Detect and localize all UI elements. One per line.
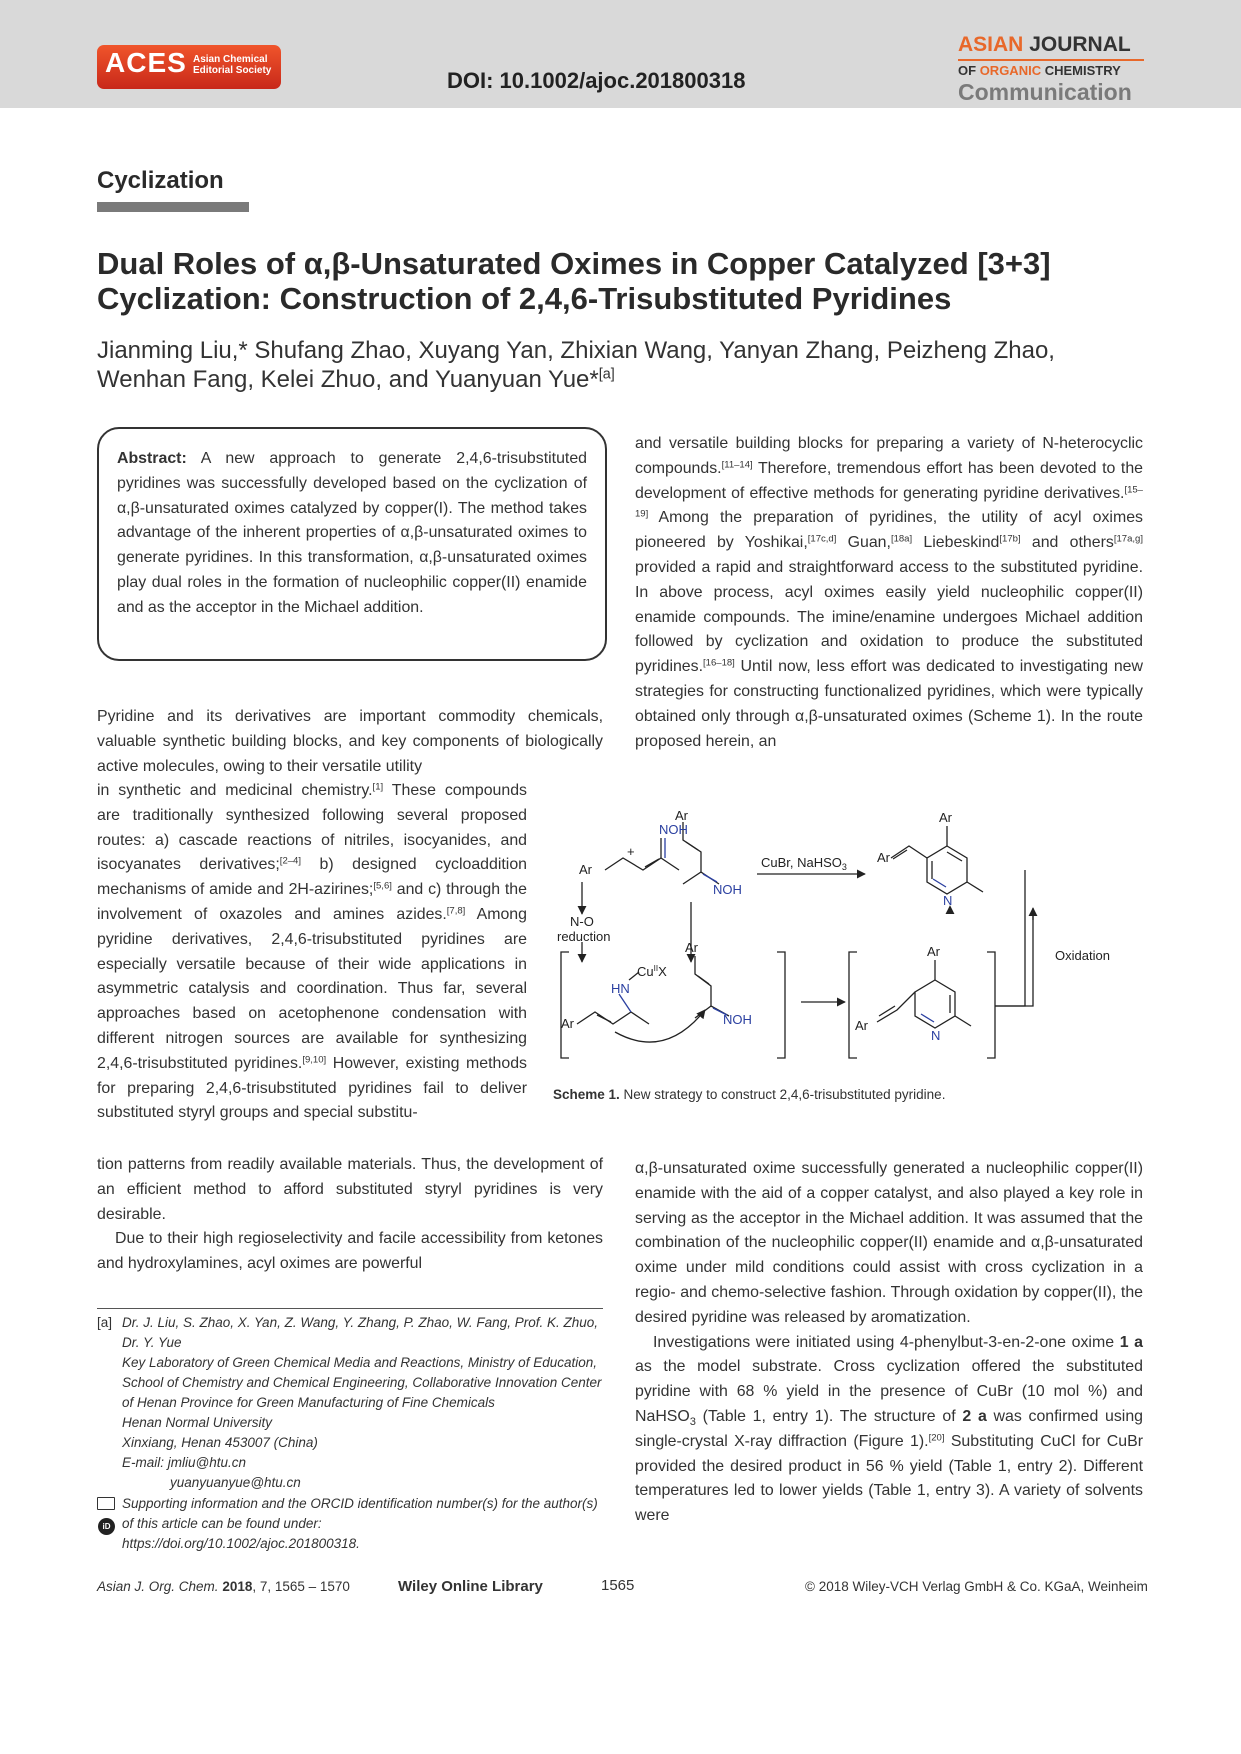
intermediate-oxime-methyl bbox=[695, 1006, 711, 1018]
right-col-top: and versatile building blocks for preparing a variety of N-heterocyclic compounds.[11–14] Therefore, tremendous effort has been devoted to the development of effective methods for generating pyridine derivatives.[15–19] Among the preparation of pyridines, the utility of acyl oximes pioneered by Yoshikai,[17c,d] Guan,[18a] Liebeskind[17b] and others[17a,g] provided a rapid and straightforward access to the substituted pyridine. In above process, acyl oximes easily yield nucleophilic copper(II) enamide compounds. The imine/enamine undergoes Michael addition followed by cyclization and oxidation to produce the substituted pyridines.[16–18] Until now, less effort was dedicated to investigating new strategies for constructing functionalized pyridines, which were typically obtained only through α,β-unsaturated oximes (Scheme 1). In the route proposed herein, an bbox=[635, 435, 1143, 750]
label-no: N-O bbox=[570, 914, 594, 929]
footnote-rule bbox=[97, 1308, 603, 1309]
oxime-2-double-bond bbox=[686, 842, 698, 850]
label-oxidation: Oxidation bbox=[1055, 948, 1110, 963]
oxime-2-cn-double bbox=[703, 874, 717, 882]
label-noh-3: NOH bbox=[723, 1012, 752, 1027]
aces-logo bbox=[97, 45, 281, 89]
label-product-ar-top: Ar bbox=[939, 810, 952, 825]
journal-name-line2: OF ORGANIC CHEMISTRY bbox=[958, 63, 1121, 78]
scheme-1-figure bbox=[555, 810, 1145, 1076]
copyright: © 2018 Wiley-VCH Verlag GmbH & Co. KGaA, Weinheim bbox=[805, 1579, 1148, 1594]
product-methyl bbox=[967, 882, 983, 892]
enamide-skeleton bbox=[577, 1012, 649, 1024]
footer-citation: Asian J. Org. Chem. 2018, 7, 1565 – 1570 bbox=[97, 1579, 350, 1594]
section-bar bbox=[97, 202, 249, 212]
section-label: Cyclization bbox=[97, 167, 224, 194]
abstract-box bbox=[97, 427, 607, 661]
label-product-ar-left: Ar bbox=[877, 850, 890, 865]
dihydropyridine-ring bbox=[915, 980, 955, 1028]
intermediate-bracket-right bbox=[777, 952, 785, 1058]
left-col-intro: Pyridine and its derivatives are important commodity chemicals, valuable synthetic building blocks, and key components of biologically active molecules, owing to their versatile utility bbox=[97, 708, 603, 775]
intermediate-oxime-double bbox=[698, 976, 709, 984]
aces-logo-subtitle: Asian Chemical Editorial Society bbox=[193, 54, 272, 76]
page-header bbox=[0, 0, 1241, 108]
article-type: Communication bbox=[958, 79, 1132, 105]
label-ar-1: Ar bbox=[579, 862, 592, 877]
label-ar-2: Ar bbox=[675, 810, 688, 823]
label-ar-4: Ar bbox=[685, 940, 698, 955]
intermediate-oxime-skeleton bbox=[695, 956, 729, 1016]
product-ring-bond2 bbox=[933, 879, 946, 887]
supporting-info-link[interactable]: https://doi.org/10.1002/ajoc.201800318. bbox=[122, 1536, 360, 1551]
scheme-1-caption: Scheme 1. New strategy to construct 2,4,6-trisubstituted pyridine. bbox=[553, 1087, 946, 1102]
dihydro-methyl bbox=[955, 1016, 971, 1026]
left-col-tail: tion patterns from readily available materials. Thus, the development of an efficient method to afford substituted styryl pyridines is very desirable. Due to their high regioselectivity and facile accessibility from ketones and hydroxylamines, acyl oximes are powerful bbox=[97, 1156, 603, 1273]
article-title: Dual Roles of α,β-Unsaturated Oximes in Copper Catalyzed [3+3] Cyclization: Construction of 2,4,6-Trisubstituted Pyridines bbox=[97, 246, 1051, 316]
label-ar-3: Ar bbox=[561, 1016, 574, 1031]
label-plus: + bbox=[627, 844, 635, 859]
oxime-2-skeleton bbox=[683, 822, 719, 884]
affiliation-footnote: [a] Dr. J. Liu, S. Zhao, X. Yan, Z. Wang, Y. Zhang, P. Zhao, W. Fang, Prof. K. Zhuo, Dr. Y. Yue Key Laboratory of Green Chemical Media and Reactions, Ministry of Education, School of Chemistry and Chemical Engineering, Collaborative Innovation Center of Henan Province for Green Manufacturing of Fine Chemicals Henan Normal University Xinxiang, Henan 453007 (China) E-mail: jmliu@htu.cn yuanyuanyue@htu.cn bbox=[97, 1315, 602, 1490]
wiley-online-library[interactable]: Wiley Online Library bbox=[398, 1578, 543, 1595]
right-col-bottom: α,β-unsaturated oxime successfully generated a nucleophilic copper(II) enamide with the aid of a copper catalyst, and also played a key role in serving as the acceptor in the Michael addition. It was assumed that the combination of the nucleophilic copper(II) enamide and α,β-unsaturated oxime under mild conditions could assist with cross cyclization in a regio- and chemo-selective fashion. Through oxidation by copper(II), the desired pyridine was released by aromatization. Investigations were initiated using 4-phenylbut-3-en-2-one oxime 1 a as the model substrate. Cross cyclization offered the substituted pyridine with 68 % yield in the presence of CuBr (10 mol %) and NaHSO$_3$ (Table 1, entry 1). The structure of 2 a was confirmed using single-crystal X-ray diffraction (Figure 1).[20] Substituting CuCl for CuBr provided the desired product in 56 % yield (Table 1, entry 2). Different temperatures led to lower yields (Table 1, entry 3). A variety of solvents were bbox=[635, 1160, 1144, 1525]
journal-name-line1: ASIAN JOURNAL bbox=[958, 33, 1131, 56]
abstract-text: Abstract: A new approach to generate 2,4,6-trisubstituted pyridines was successfully developed based on the cyclization of α,β-unsaturated oximes catalyzed by copper(I). The method takes advantage of the inherent properties of α,β-unsaturated oximes to generate pyridines. In this transformation, α,β-unsaturated oximes play dual roles in the formation of nucleophilic copper(II) enamide and as the acceptor in the Michael addition. bbox=[117, 450, 587, 616]
supporting-info-icon bbox=[97, 1497, 115, 1510]
dihydro-styryl bbox=[877, 992, 915, 1022]
author-list: Jianming Liu,* Shufang Zhao, Xuyang Yan, Zhixian Wang, Yanyan Zhang, Peizheng Zhao, Wenhan Fang, Kelei Zhuo, and Yuanyuan Yue*[a] bbox=[97, 337, 1055, 393]
label-noh-1: NOH bbox=[659, 822, 688, 837]
oxidation-path bbox=[995, 910, 1033, 1006]
supporting-info-note: iD Supporting information and the ORCID identification number(s) for the author(s) of this article can be found under: https://doi.org/10.1002/ajoc.201800318. bbox=[97, 1494, 603, 1554]
label-dihydro-n: N bbox=[931, 1028, 941, 1043]
journal-rule bbox=[958, 59, 1144, 61]
oxime-2-methyl bbox=[683, 872, 701, 884]
doi: DOI: 10.1002/ajoc.201800318 bbox=[447, 68, 746, 93]
left-col-body: in synthetic and medicinal chemistry.[1] These compounds are traditionally synthesized following several proposed routes: a) cascade reactions of nitriles, isocyanides, and isocyanates derivatives;[2–4] b) designed cycloaddition mechanisms of amide and 2H-azirines;[5,6] and c) through the involvement of oxazoles and amines azides.[7,8] Among pyridine derivatives, 2,4,6-trisubstituted pyridines are especially versatile because of their wide applications in asymmetric catalysis and coordination. Thus far, several approaches based on acetophenone condensation with different nitrogen sources are available for synthesizing 2,4,6-trisubstituted pyridines.[9,10] However, existing methods for preparing 2,4,6-trisubstituted pyridines fail to deliver substituted styryl groups and special substitu- bbox=[97, 781, 528, 1122]
orcid-icon: iD bbox=[98, 1518, 115, 1535]
aces-logo-text: ACES bbox=[105, 47, 187, 78]
page-number: 1565 bbox=[601, 1577, 635, 1594]
label-dihydro-ar-top: Ar bbox=[927, 944, 940, 959]
dihydro-bracket-left bbox=[849, 952, 857, 1058]
oxidation-line bbox=[995, 870, 1025, 1006]
product-ring bbox=[927, 846, 967, 894]
intermediate-bracket-left bbox=[561, 952, 569, 1058]
label-dihydro-ar-left: Ar bbox=[855, 1018, 868, 1033]
label-product-n: N bbox=[943, 893, 953, 908]
curved-arrow bbox=[615, 1010, 705, 1042]
oxime-1-double-bond bbox=[645, 859, 659, 867]
label-reagents: CuBr, NaHSO$_3$ bbox=[761, 855, 847, 872]
label-hn: HN bbox=[611, 981, 630, 996]
label-reduction: reduction bbox=[557, 929, 611, 944]
enamide-hn-bond bbox=[619, 994, 631, 1012]
enamide-double-bond bbox=[597, 1015, 611, 1022]
dihydro-bracket-right bbox=[987, 952, 995, 1058]
dihydro-styryl-double bbox=[879, 1006, 895, 1016]
label-cu: $Cu^{II}X$ bbox=[637, 964, 667, 979]
label-noh-2: NOH bbox=[713, 882, 742, 897]
oxime-1-skeleton bbox=[605, 858, 679, 870]
